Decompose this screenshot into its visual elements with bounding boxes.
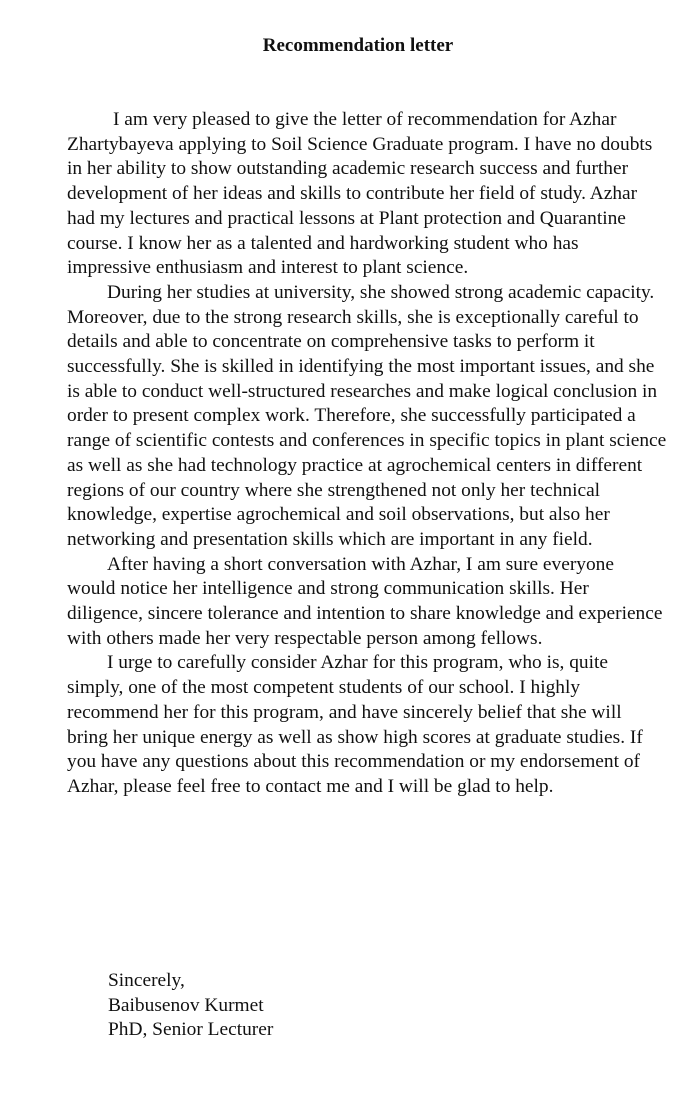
letter-body — [67, 108, 667, 800]
signature-block — [108, 969, 273, 1043]
letter-title: Recommendation letter — [262, 35, 454, 56]
signer-position: PhD, Senior Lecturer — [108, 1019, 274, 1041]
paragraph-personal-qualities: After having a short conversation with Azhar, I am sure everyone would notice her intelligence and strong communication skills. Her diligence, sincere tolerance and intention to share knowledge and experience with others made her very respectable person among fellows. — [67, 553, 663, 649]
signer-name: Baibusenov Kurmet — [108, 994, 264, 1016]
paragraph-recommendation: I urge to carefully consider Azhar for this program, who is, quite simply, one of the most competent students of our school. I highly recommend her for this program, and have sincerely belief that she will bring her unique energy as well as show high scores at graduate studies. If you have any questions about this recommendation or my endorsement of Azhar, please feel free to contact me and I will be glad to help. — [67, 652, 643, 797]
closing-salutation: Sincerely, — [108, 970, 185, 991]
paragraph-introduction: I am very pleased to give the letter of recommendation for Azhar Zhartybayeva applying to Soil Science Graduate program. I have no doubts in her ability to show outstanding academic research success and further development of her ideas and skills to contribute her field of study. Azhar had my lectures and practical lessons at Plant protection and Quarantine course. I know her as a talented and hardworking student who has impressive enthusiasm and interest to plant science. — [67, 109, 653, 279]
paragraph-academic-capacity: During her studies at university, she showed strong academic capacity. Moreover, due to the strong research skills, she is exceptionally careful to details and able to concentrate on comprehensive tasks to perform it successfully. She is skilled in identifying the most important issues, and she is able to conduct well-structured researches and make logical conclusion in order to present complex work. Therefore, she successfully participated a range of scientific contests and conferences in specific topics in plant science as well as she had technology practice at agrochemical centers in different regions of our country where she strengthened not only her technical knowledge, expertise agrochemical and soil observations, but also her networking and presentation skills which are important in any field. — [67, 281, 667, 550]
